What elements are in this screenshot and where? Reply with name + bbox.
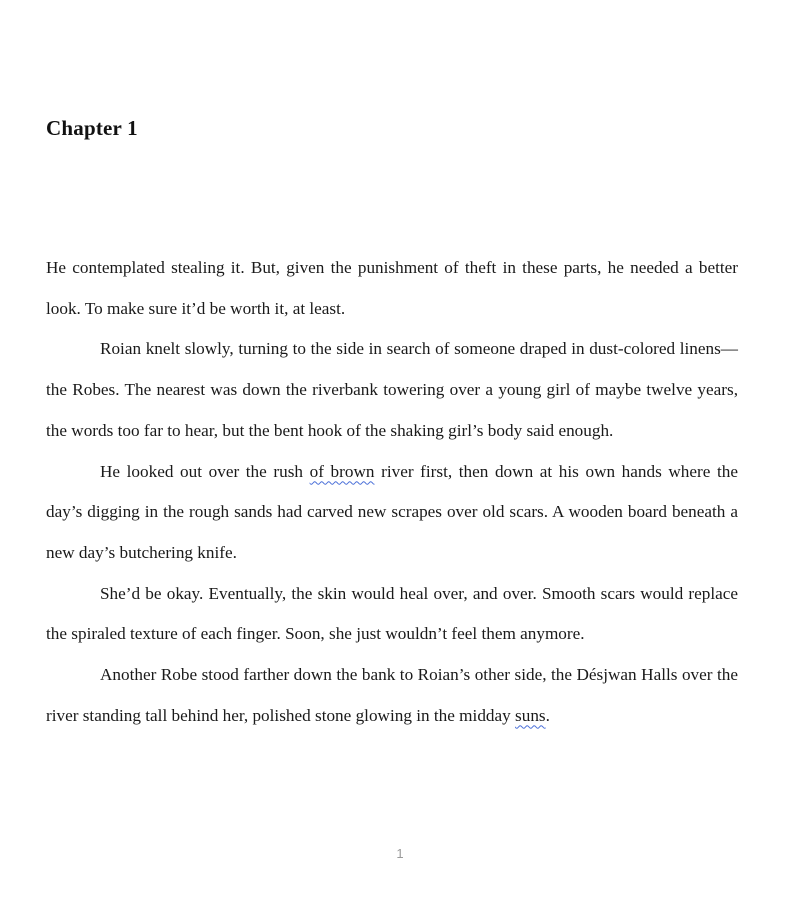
paragraph-text: He looked out over the rush (100, 461, 310, 481)
paragraph-text: . (545, 705, 550, 725)
paragraph-5 (46, 655, 738, 736)
body-text[interactable] (46, 248, 738, 736)
paragraph-2 (46, 329, 738, 451)
spelling-flagged-text[interactable]: suns (515, 705, 546, 725)
paragraph-text: Roian knelt slowly, turning to the side in search of someone draped in dust-colored linens—the Robes. The nearest was down the riverbank towering over a young girl of maybe twelve years, the words too far to hear, but the bent hook of the shaking girl’s body said enough. (46, 339, 738, 440)
grammar-flagged-text[interactable]: of brown (309, 461, 375, 481)
paragraph-text: He contemplated stealing it. But, given the punishment of theft in these parts, he needed a better look. To make sure it’d be worth it, at least. (46, 258, 738, 318)
paragraph-1 (46, 248, 738, 329)
paragraph-text: She’d be okay. Eventually, the skin would heal over, and over. Smooth scars would replace the spiraled texture of each finger. Soon, she just wouldn’t feel them anymore. (46, 583, 738, 644)
paragraph-4 (46, 574, 738, 655)
paragraph-3 (46, 452, 738, 574)
chapter-title: Chapter 1 (46, 116, 138, 140)
page-number: 1 (396, 846, 404, 861)
paragraph-text: Another Robe stood farther down the bank to Roian’s other side, the Désjwan Halls over the river standing tall behind her, polished stone glowing in the midday (46, 665, 738, 725)
paragraph-text: river first, then down at his own hands where the day’s digging in the rough sands had carved new scrapes over old scars. A wooden board beneath a new day’s butchering knife. (46, 461, 738, 562)
